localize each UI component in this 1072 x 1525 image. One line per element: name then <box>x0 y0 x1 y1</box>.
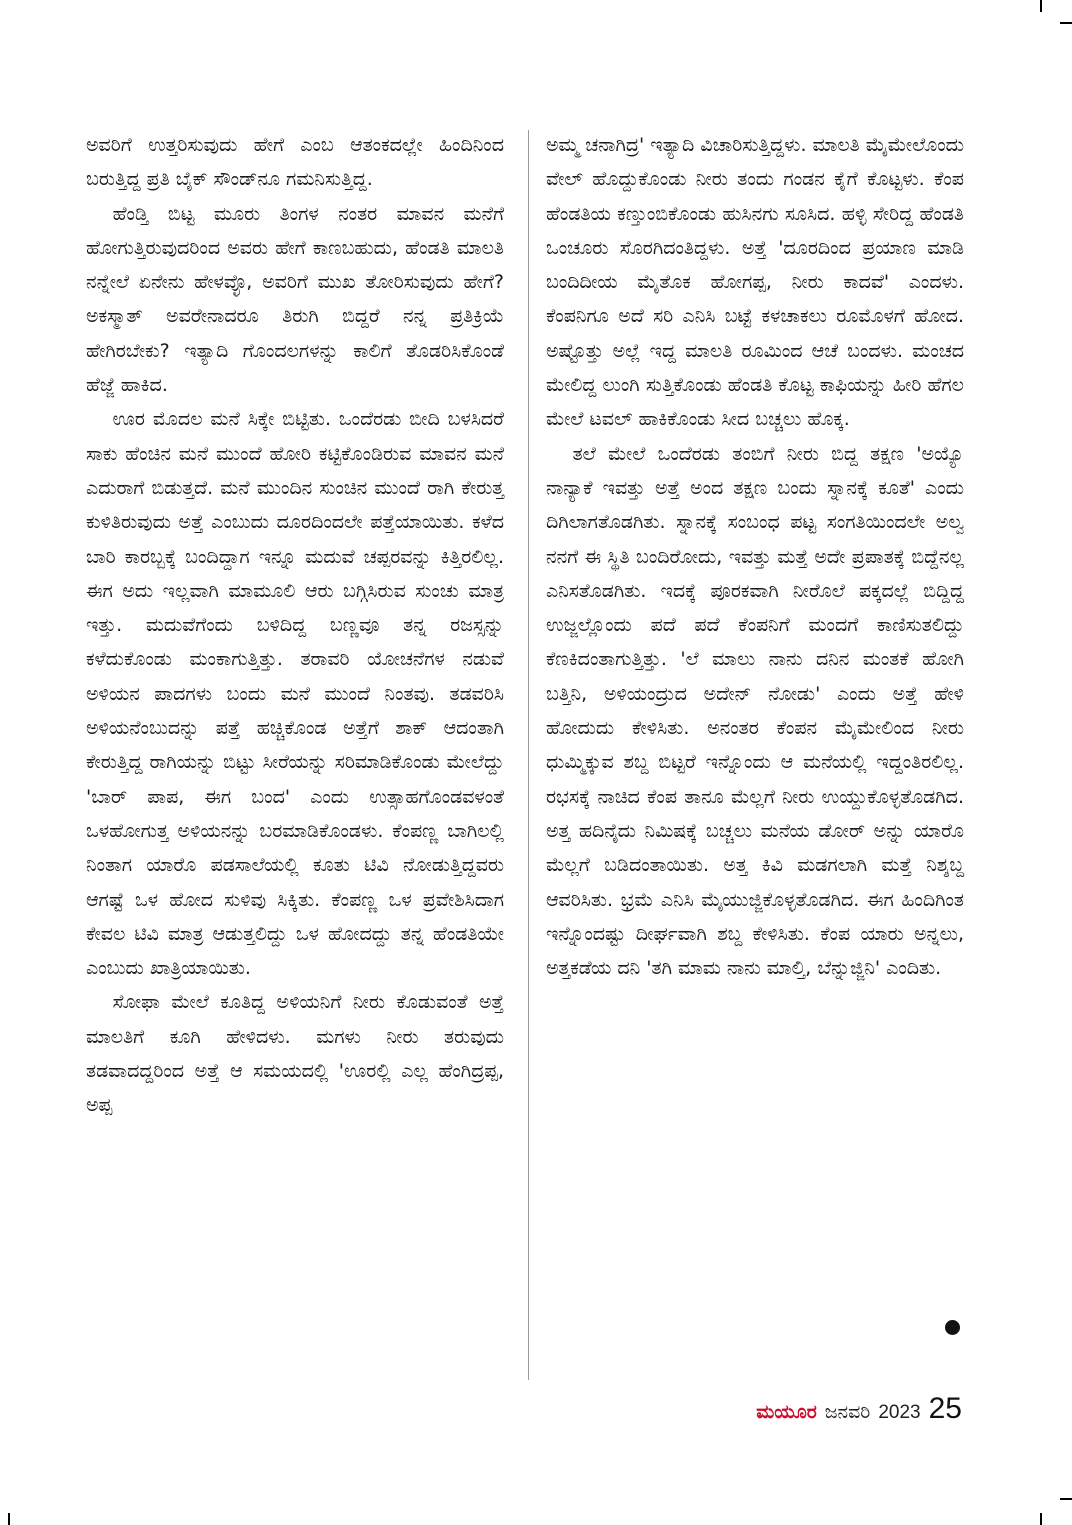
paragraph: ಸೋಫಾ ಮೇಲೆ ಕೂತಿದ್ದ ಅಳಿಯನಿಗೆ ನೀರು ಕೊಡುವಂತೆ ಅತ್ತೆ ಮಾಲತಿಗೆ ಕೂಗಿ ಹೇಳಿದಳು. ಮಗಳು ನೀರು ತರುವುದು ತಡವಾದದ್ದರಿಂದ ಅತ್ತೆ ಆ ಸಮಯದಲ್ಲಿ 'ಊರಲ್ಲಿ ಎಲ್ಲ ಹೆಂಗಿದ್ರಪ್ಪ, ಅಪ್ಪ <box>86 991 504 1117</box>
issue-month: ಜನವರಿ <box>824 1401 871 1423</box>
end-of-article-bullet-icon <box>945 1320 960 1335</box>
crop-mark-right-lower <box>1060 1498 1072 1500</box>
magazine-name: ಮಯೂರ <box>756 1401 817 1423</box>
crop-mark-top-right <box>1040 0 1042 12</box>
paragraph: ಊರ ಮೊದಲ ಮನೆ ಸಿಕ್ಕೇ ಬಿಟ್ಟಿತು. ಒಂದೆರಡು ಬೀದಿ ಬಳಸಿದರೆ ಸಾಕು ಹೆಂಚಿನ ಮನೆ ಮುಂದೆ ಹೋರಿ ಕಟ್ಟಿಕೊಂಡಿರುವ ಮಾವನ ಮನೆ ಎದುರಾಗೆ ಬಿಡುತ್ತದೆ. ಮನೆ ಮುಂದಿನ ಸುಂಚಿನ ಮುಂದೆ ರಾಗಿ ಕೇರುತ್ತ ಕುಳಿತಿರುವುದು ಅತ್ತೆ ಎಂಬುದು ದೂರದಿಂದಲೇ ಪತ್ತೆಯಾಯಿತು. ಕಳೆದ ಬಾರಿ ಕಾರಬ್ಬಕ್ಕೆ ಬಂದಿದ್ದಾಗ ಇನ್ನೂ ಮದುವೆ ಚಪ್ಪರವನ್ನು ಕಿತ್ತಿರಲಿಲ್ಲ. ಈಗ ಅದು ಇಲ್ಲವಾಗಿ ಮಾಮೂಲಿ ಆರು ಬಗ್ಗಿಸಿರುವ ಸುಂಚು ಮಾತ್ರ ಇತ್ತು. ಮದುವೆಗೆಂದು ಬಳಿದಿದ್ದ ಬಣ್ಣವೂ ತನ್ನ ರಜಸ್ಸನ್ನು ಕಳೆದುಕೊಂಡು ಮಂಕಾಗುತ್ತಿತ್ತು. ತರಾವರಿ ಯೋಚನೆಗಳ ನಡುವೆ ಅಳಿಯನ ಪಾದಗಳು ಬಂದು ಮನೆ ಮುಂದೆ ನಿಂತವು. ತಡವರಿಸಿ ಅಳಿಯನೆಂಬುದನ್ನು ಪತ್ತೆ ಹಚ್ಚಿಕೊಂಡ ಅತ್ತೆಗೆ ಶಾಕ್ ಆದಂತಾಗಿ ಕೇರುತ್ತಿದ್ದ ರಾಗಿಯನ್ನು ಬಿಟ್ಟು ಸೀರೆಯನ್ನು ಸರಿಮಾಡಿಕೊಂಡು ಮೇಲೆದ್ದು 'ಬಾರ್ ಪಾಪ, ಈಗ ಬಂದ' ಎಂದು ಉತ್ಸಾಹಗೊಂಡವಳಂತೆ ಒಳಹೋಗುತ್ತ ಅಳಿಯನನ್ನು ಬರಮಾಡಿಕೊಂಡಳು. ಕೆಂಪಣ್ಣ ಬಾಗಿಲಲ್ಲಿ ನಿಂತಾಗ ಯಾರೊ ಪಡಸಾಲೆಯಲ್ಲಿ ಕೂತು ಟಿವಿ ನೋಡುತ್ತಿದ್ದವರು ಆಗಷ್ಟೆ ಒಳ ಹೋದ ಸುಳಿವು ಸಿಕ್ಕಿತು. ಕೆಂಪಣ್ಣ ಒಳ ಪ್ರವೇಶಿಸಿದಾಗ ಕೇವಲ ಟಿವಿ ಮಾತ್ರ ಆಡುತ್ತಲಿದ್ದು ಒಳ ಹೋದದ್ದು ತನ್ನ ಹೆಂಡತಿಯೇ ಎಂಬುದು ಖಾತ್ರಿಯಾಯಿತು. <box>86 408 504 980</box>
article-column-left <box>86 128 504 1123</box>
crop-mark-bottom-left <box>8 1513 10 1525</box>
paragraph: ತಲೆ ಮೇಲೆ ಒಂದೆರಡು ತಂಬಿಗೆ ನೀರು ಬಿದ್ದ ತಕ್ಷಣ 'ಅಯ್ಯೊ ನಾನ್ಯಾಕೆ ಇವತ್ತು ಅತ್ತೆ ಅಂದ ತಕ್ಷಣ ಬಂದು ಸ್ನಾನಕ್ಕೆ ಕೂತೆ' ಎಂದು ದಿಗಿಲಾಗತೊಡಗಿತು. ಸ್ನಾನಕ್ಕೆ ಸಂಬಂಧ ಪಟ್ಟ ಸಂಗತಿಯಿಂದಲೇ ಅಲ್ವ ನನಗೆ ಈ ಸ್ಥಿತಿ ಬಂದಿರೋದು, ಇವತ್ತು ಮತ್ತೆ ಅದೇ ಪ್ರಪಾತಕ್ಕೆ ಬಿದ್ದೆನಲ್ಲ ಎನಿಸತೊಡಗಿತು. ಇದಕ್ಕೆ ಪೂರಕವಾಗಿ ನೀರೊಲೆ ಪಕ್ಕದಲ್ಲೆ ಬಿದ್ದಿದ್ದ ಉಜ್ಜಲ್ಲೊಂದು ಪದೆ ಪದೆ ಕೆಂಪನಿಗೆ ಮಂದಗೆ ಕಾಣಿಸುತಲಿದ್ದು ಕೆಣಕಿದಂತಾಗುತ್ತಿತ್ತು. 'ಲೆ ಮಾಲು ನಾನು ದನಿನ ಮಂತಕೆ ಹೋಗಿ ಬತ್ತಿನಿ, ಅಳಿಯಂದ್ರುದ ಅದೇನ್ ನೋಡು' ಎಂದು ಅತ್ತೆ ಹೇಳಿ ಹೋದುದು ಕೇಳಿಸಿತು. ಅನಂತರ ಕೆಂಪನ ಮೈಮೇಲಿಂದ ನೀರು ಧುಮ್ಮಿಕ್ಕುವ ಶಬ್ದ ಬಿಟ್ಟರೆ ಇನ್ನೊಂದು ಆ ಮನೆಯಲ್ಲಿ ಇದ್ದಂತಿರಲಿಲ್ಲ. ರಭಸಕ್ಕೆ ನಾಚಿದ ಕೆಂಪ ತಾನೂ ಮೆಲ್ಲಗೆ ನೀರು ಉಯ್ದುಕೊಳ್ಳತೊಡಗಿದ. ಅತ್ತ ಹದಿನೈದು ನಿಮಿಷಕ್ಕೆ ಬಚ್ಚಲು ಮನೆಯ ಡೋರ್ ಅನ್ನು ಯಾರೊ ಮೆಲ್ಲಗೆ ಬಡಿದಂತಾಯಿತು. ಅತ್ತ ಕಿವಿ ಮಡಗಲಾಗಿ ಮತ್ತೆ ನಿಶ್ಶಬ್ದ ಆವರಿಸಿತು. ಭ್ರಮೆ ಎನಿಸಿ ಮೈಯುಜ್ಜಿಕೊಳ್ಳತೊಡಗಿದ. ಈಗ ಹಿಂದಿಗಿಂತ ಇನ್ನೊಂದಷ್ಟು ದೀರ್ಘವಾಗಿ ಶಬ್ದ ಕೇಳಿಸಿತು. ಕೆಂಪ ಯಾರು ಅನ್ನಲು, ಅತ್ತಕಡೆಯ ದನಿ 'ತಗಿ ಮಾಮ ನಾನು ಮಾಲ್ತಿ, ಬೆನ್ನುಜ್ಜಿನಿ' ಎಂದಿತು. <box>546 442 964 980</box>
paragraph: ಅಮ್ಮ ಚನಾಗಿದ್ರ' ಇತ್ಯಾದಿ ವಿಚಾರಿಸುತ್ತಿದ್ದಳು. ಮಾಲತಿ ಮೈಮೇಲೊಂದು ವೇಲ್ ಹೊದ್ದುಕೊಂಡು ನೀರು ತಂದು ಗಂಡನ ಕೈಗೆ ಕೊಟ್ಟಳು. ಕೆಂಪ ಹೆಂಡತಿಯ ಕಣ್ತುಂಬಿಕೊಂಡು ಹುಸಿನಗು ಸೂಸಿದ. ಹಳ್ಳಿ ಸೇರಿದ್ದ ಹೆಂಡತಿ ಒಂಚೂರು ಸೊರಗಿದಂತಿದ್ದಳು. ಅತ್ತೆ 'ದೂರದಿಂದ ಪ್ರಯಾಣ ಮಾಡಿ ಬಂದಿದೀಯ ಮೈತೊಕ ಹೋಗಪ್ಪ, ನೀರು ಕಾದವೆ' ಎಂದಳು. ಕೆಂಪನಿಗೂ ಅದೆ ಸರಿ ಎನಿಸಿ ಬಟ್ಟೆ ಕಳಚಾಕಲು ರೂಮೊಳಗೆ ಹೋದ. ಅಷ್ಟೊತ್ತು ಅಲ್ಲೆ ಇದ್ದ ಮಾಲತಿ ರೂಮಿಂದ ಆಚೆ ಬಂದಳು. ಮಂಚದ ಮೇಲಿದ್ದ ಲುಂಗಿ ಸುತ್ತಿಕೊಂಡು ಹೆಂಡತಿ ಕೊಟ್ಟ ಕಾಫಿಯನ್ನು ಹೀರಿ ಹೆಗಲ ಮೇಲೆ ಟವಲ್ ಹಾಕಿಕೊಂಡು ಸೀದ ಬಚ್ಚಲು ಹೊಕ್ಕ. <box>546 134 964 431</box>
crop-mark-bottom-right <box>1040 1513 1042 1525</box>
issue-year: 2023 <box>878 1402 921 1423</box>
page-footer <box>756 1392 962 1426</box>
paragraph: ಹೆಂಡ್ತಿ ಬಿಟ್ಟ ಮೂರು ತಿಂಗಳ ನಂತರ ಮಾವನ ಮನೆಗೆ ಹೋಗುತ್ತಿರುವುದರಿಂದ ಅವರು ಹೇಗೆ ಕಾಣಬಹುದು, ಹೆಂಡತಿ ಮಾಲತಿ ನನ್ನೇಲೆ ಏನೇನು ಹೇಳವ್ಳೊ, ಅವರಿಗೆ ಮುಖ ತೋರಿಸುವುದು ಹೇಗೆ? ಅಕಸ್ಮಾತ್ ಅವರೇನಾದರೂ ತಿರುಗಿ ಬಿದ್ದರೆ ನನ್ನ ಪ್ರತಿಕ್ರಿಯೆ ಹೇಗಿರಬೇಕು? ಇತ್ಯಾದಿ ಗೊಂದಲಗಳನ್ನು ಕಾಲಿಗೆ ತೊಡರಿಸಿಕೊಂಡೆ ಹೆಜ್ಜೆ ಹಾಕಿದ. <box>86 202 504 397</box>
article-column-right <box>546 128 964 985</box>
page-number: 25 <box>928 1392 962 1425</box>
column-divider <box>528 130 529 1380</box>
crop-mark-right-upper <box>1060 22 1072 24</box>
paragraph: ಅವರಿಗೆ ಉತ್ತರಿಸುವುದು ಹೇಗೆ ಎಂಬ ಆತಂಕದಲ್ಲೇ ಹಿಂದಿನಿಂದ ಬರುತ್ತಿದ್ದ ಪ್ರತಿ ಬೈಕ್ ಸೌಂಡ್‌ನೂ ಗಮನಿಸುತ್ತಿದ್ದ. <box>86 134 504 191</box>
